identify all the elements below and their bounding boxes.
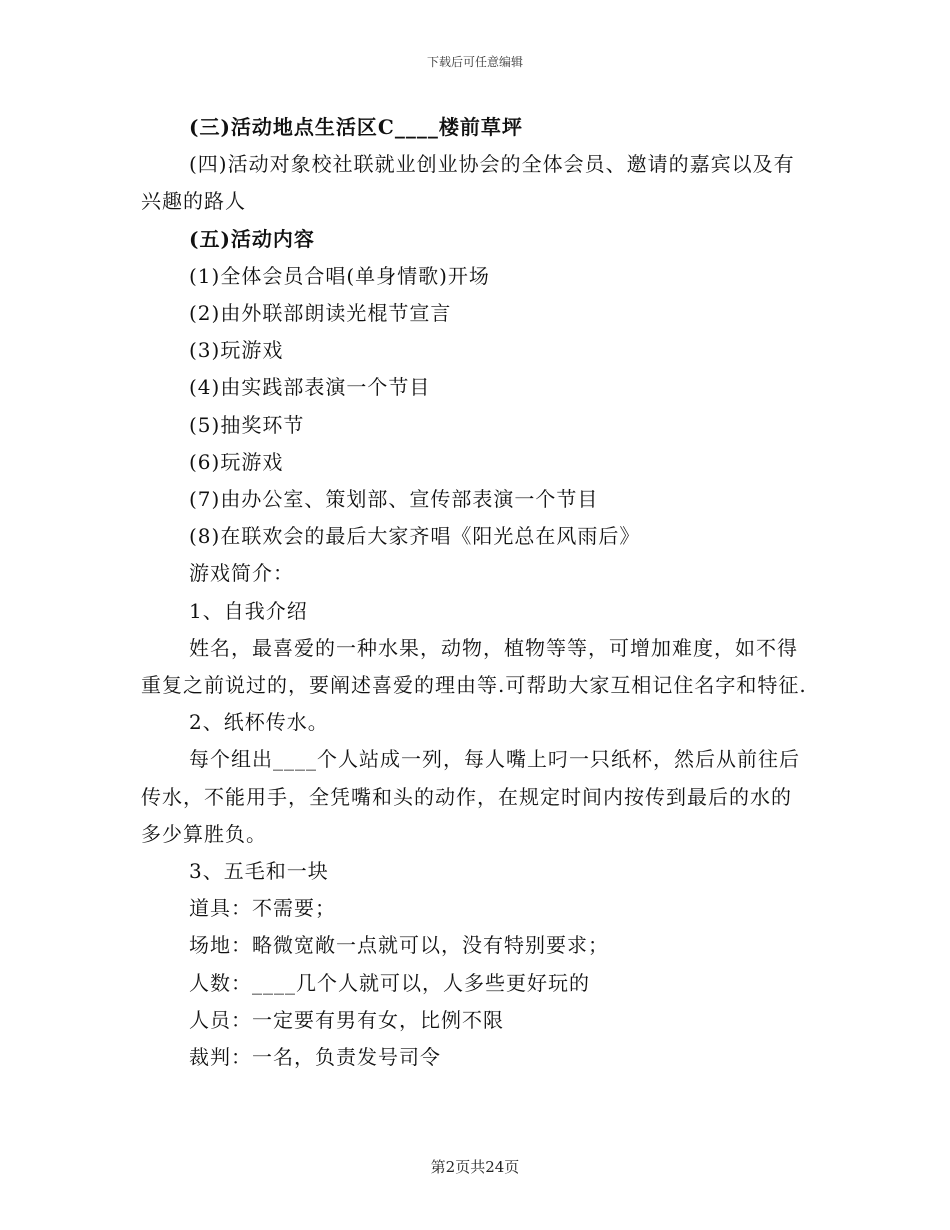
list-item-6: (6)玩游戏 [189,449,284,474]
page-footer: 第2页共24页 [430,1158,520,1176]
paragraph-audience: (四)活动对象校社联就业创业协会的全体会员、邀请的嘉宾以及有兴趣的路人 [141,152,795,214]
game-2-title: 2、纸杯传水。 [189,710,329,735]
game-3-referee: 裁判：一名，负责发号司令 [189,1045,441,1070]
game-3-venue: 场地：略微宽敞一点就可以，没有特别要求； [189,933,609,958]
list-item-4: (4)由实践部表演一个节目 [189,375,431,400]
game-1-description: 姓名，最喜爱的一种水果，动物，植物等等，可增加难度，如不得重复之前说过的，要阐述喜爱的理由等.可帮助大家互相记住名字和特征. [141,635,807,698]
list-item-2: (2)由外联部朗读光棍节宣言 [189,301,452,326]
paragraph-game-intro: 游戏简介： [189,561,294,586]
page-header: 下载后可任意编辑 [426,55,523,69]
paragraph-content-heading: (五)活动内容 [189,226,315,251]
list-item-7: (7)由办公室、策划部、宣传部表演一个节目 [189,487,599,512]
game-1-title: 1、自我介绍 [189,598,308,623]
list-item-1: (1)全体会员合唱(单身情歌)开场 [189,263,490,288]
game-3-members: 人员：一定要有男有女，比例不限 [189,1007,504,1032]
document-body [141,109,809,1076]
paragraph-location: (三)活动地点生活区C____楼前草坪 [189,115,523,139]
game-3-props: 道具：不需要； [189,896,336,921]
game-2-description: 每个组出____个人站成一列，每人嘴上叼一只纸杯，然后从前往后传水，不能用手，全凭嘴和头的动作，在规定时间内按传到最后的水的多少算胜负。 [141,747,800,846]
list-item-3: (3)玩游戏 [189,338,284,363]
list-item-8: (8)在联欢会的最后大家齐唱《阳光总在风雨后》 [189,524,641,549]
game-3-count: 人数：____几个人就可以，人多些更好玩的 [189,970,590,995]
game-3-title: 3、五毛和一块 [189,859,329,884]
list-item-5: (5)抽奖环节 [189,412,305,437]
